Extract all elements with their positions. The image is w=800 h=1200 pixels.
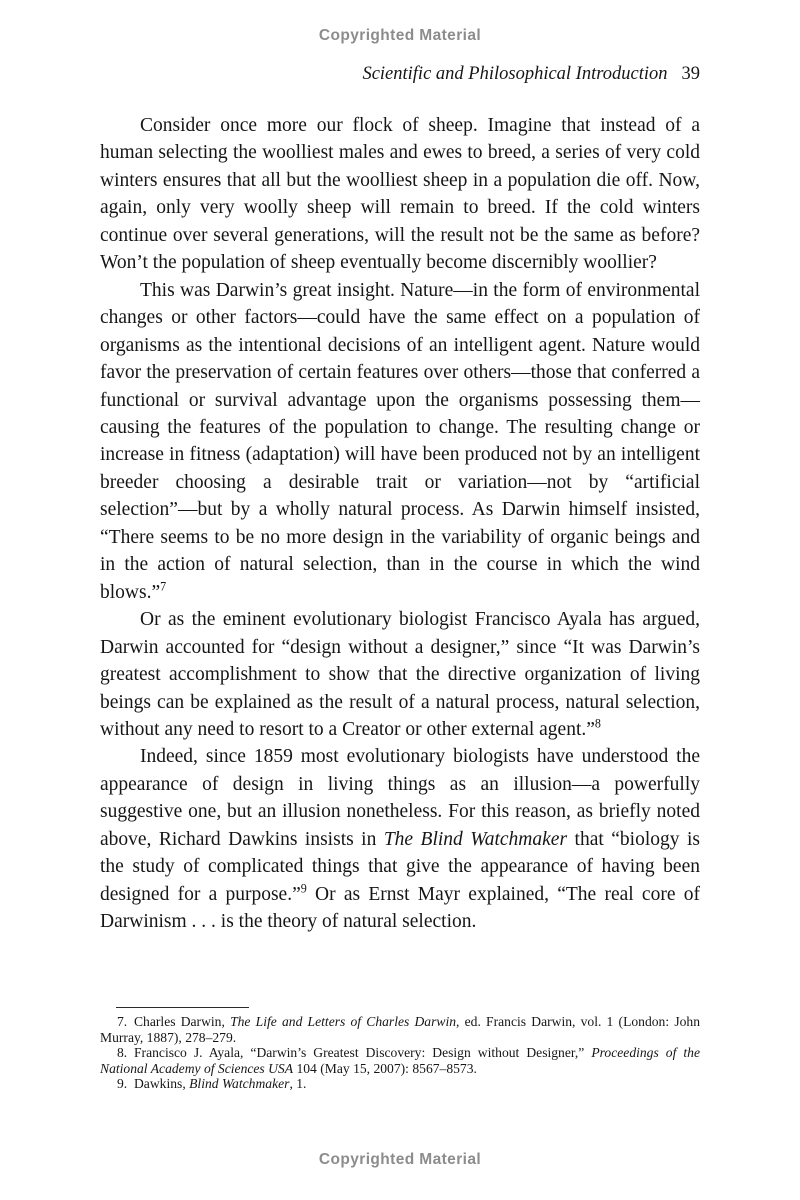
- page-number: 39: [681, 64, 700, 84]
- text-segment: 7. Charles Darwin,: [117, 1014, 231, 1029]
- italic-title: Proceedings of the National Academy of Sciences USA: [100, 1045, 700, 1076]
- body-paragraph: [100, 743, 700, 935]
- text-segment: 8. Francisco J. Ayala, “Darwin’s Greatest Discovery: Design without Designer,”: [117, 1045, 592, 1061]
- text-segment: 9. Dawkins,: [117, 1076, 190, 1092]
- running-head-title: Scientific and Philosophical Introduction: [362, 64, 668, 84]
- body-paragraph: [100, 606, 700, 743]
- footnote-item: [100, 1045, 700, 1076]
- italic-title: The Life and Letters of Charles Darwin: [230, 1014, 457, 1029]
- italic-title: The Blind Watchmaker: [383, 828, 568, 850]
- text-segment: This was Darwin’s great insight. Nature—in the form of environmental changes or other factors—could have the same effect on a population of organisms as the intentional decisions of an intelligent agent. Nature would favor the preservation of certain features over others—those that conferred a functional or survival advantage upon the organisms possessing them—causing the features of the population to change. The resulting change or increase in fitness (adaptation) will have been produced not by an intelligent breeder choosing a desirable trait or variation—not by “artificial selection”—but by a wholly natural process. As Darwin himself insisted, “There seems to be no more design in the variability of organic beings and in the action of natural selection, than in the course in which the wind blows.”: [100, 279, 700, 603]
- text-segment: Or as Ernst Mayr explained, “The real core of Darwinism . . . is the theory of natural selection.: [100, 883, 700, 933]
- text-segment: 104 (May 15, 2007): 8567–8573.: [293, 1060, 477, 1076]
- footnote-item: [100, 1014, 700, 1045]
- footnote-marker: 7: [160, 579, 167, 594]
- body-paragraph: [100, 112, 700, 277]
- copyright-watermark-top: Copyrighted Material: [318, 27, 482, 44]
- text-segment: , 1.: [289, 1076, 307, 1092]
- footnote-marker: 9: [300, 881, 307, 896]
- text-segment: , ed. Francis Darwin, vol. 1 (London: John Murray, 1887), 278–279.: [100, 1014, 700, 1045]
- copyright-watermark-bottom: Copyrighted Material: [318, 1151, 482, 1168]
- running-head: [100, 64, 700, 85]
- footnote-separator-rule: [116, 1007, 249, 1008]
- footnotes-block: [100, 1014, 700, 1092]
- text-segment: Consider once more our flock of sheep. Imagine that instead of a human selecting the woolliest males and ewes to breed, a series of very cold winters ensures that all but the woolliest sheep in a population die off. Now, again, only very woolly sheep will remain to breed. If the cold winters continue over several generations, will the result not be the same as before? Won’t the population of sheep eventually become discernibly woollier?: [100, 115, 700, 274]
- text-segment: Indeed, since 1859 most evolutionary biologists have understood the appearance of design in living things as an illusion—a powerfully suggestive one, but an illusion nonetheless. For this reason, as briefly noted above, Richard Dawkins insists in: [100, 746, 700, 850]
- italic-title: Blind Watchmaker: [189, 1076, 290, 1092]
- body-paragraph: [100, 277, 700, 606]
- footnote-marker: 8: [594, 716, 601, 731]
- footnote-item: [100, 1076, 700, 1092]
- text-segment: that “biology is the study of complicated things that give the appearance of having been designed for a purpose.”: [100, 828, 700, 905]
- body-text-block: [100, 112, 700, 936]
- text-segment: Or as the eminent evolutionary biologist Francisco Ayala has argued, Darwin accounted for “design without a designer,” since “It was Darwin’s greatest accomplishment to show that the directive organization of living beings can be explained as the result of a natural process, natural selection, without any need to resort to a Creator or other external agent.”: [100, 609, 700, 740]
